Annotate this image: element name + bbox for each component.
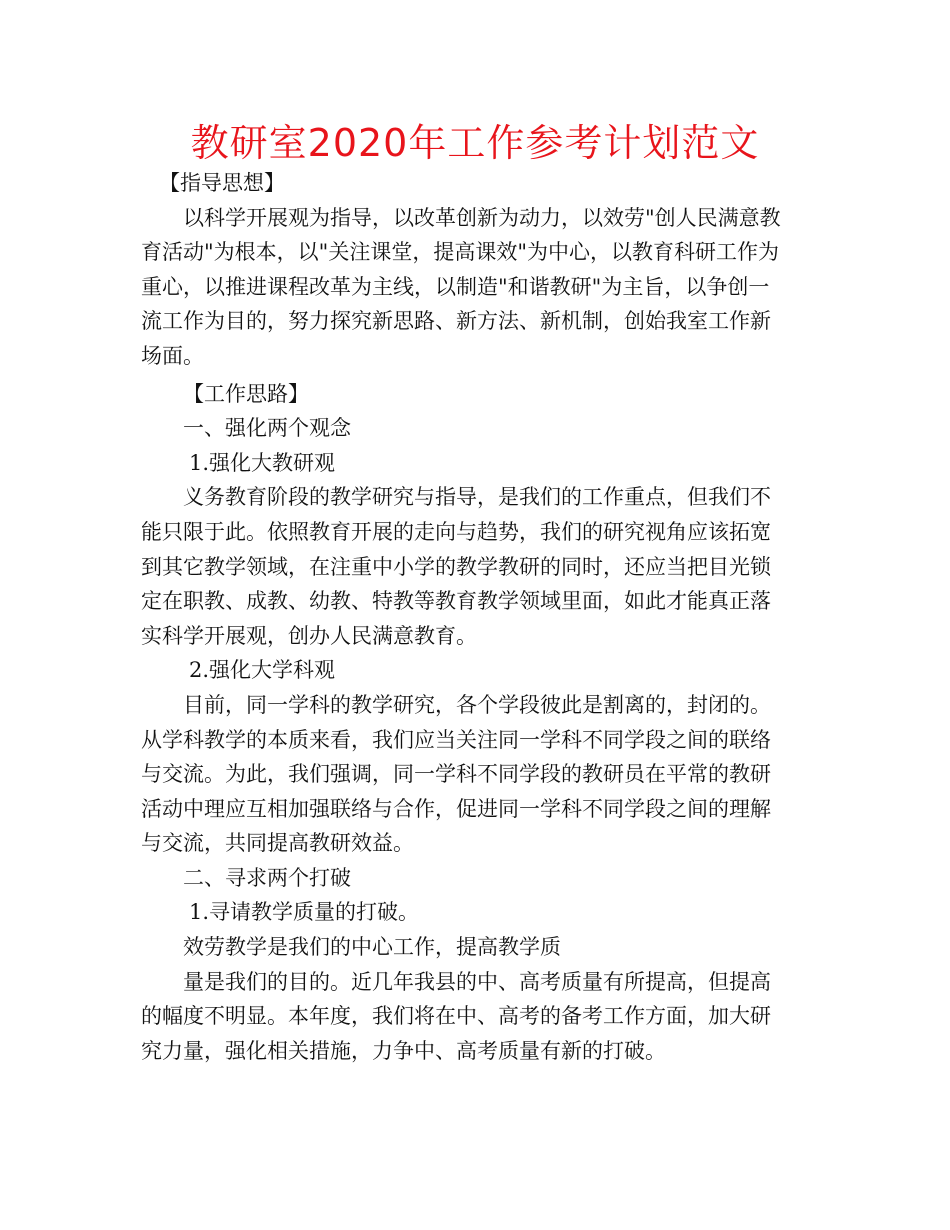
paragraph-line: 效劳教学是我们的中心工作，提高教学质 [183, 935, 561, 960]
document-body [141, 166, 813, 1068]
paragraph-line: 场面。 [141, 343, 204, 368]
subsection-heading: 二、寻求两个打破 [183, 865, 351, 890]
paragraph-line: 义务教育阶段的教学研究与指导，是我们的工作重点，但我们不 [183, 485, 771, 510]
paragraph-line: 的幅度不明显。本年度，我们将在中、高考的备考工作方面，加大研 [141, 1004, 771, 1029]
document-title: 教研室2020年工作参考计划范文 [190, 121, 760, 165]
subsection-heading: 一、强化两个观念 [183, 416, 351, 441]
paragraph-line: 究力量，强化相关措施，力争中、高考质量有新的打破。 [141, 1038, 666, 1063]
paragraph-line: 能只限于此。依照教育开展的走向与趋势，我们的研究视角应该拓宽 [141, 519, 771, 544]
paragraph-line: 育活动"为根本，以"关注课堂，提高课效"为中心，以教育科研工作为 [141, 240, 779, 265]
paragraph-line: 与交流，共同提高教研效益。 [141, 831, 414, 856]
paragraph-line: 与交流。为此，我们强调，同一学科不同学段的教研员在平常的教研 [141, 762, 771, 787]
paragraph-line: 量是我们的目的。近几年我县的中、高考质量有所提高，但提高 [183, 969, 771, 994]
paragraph-line: 实科学开展观，创办人民满意教育。 [141, 623, 477, 648]
paragraph-line: 定在职教、成教、幼教、特教等教育教学领域里面，如此才能真正落 [141, 589, 771, 614]
paragraph-line: 重心，以推进课程改革为主线，以制造"和谐教研"为主旨，以争创一 [141, 274, 770, 299]
item-heading: 2.强化大学科观 [189, 658, 336, 683]
paragraph-line: 流工作为目的，努力探究新思路、新方法、新机制，创始我室工作新 [141, 309, 771, 334]
section-heading-work-ideas: 【工作思路】 [183, 381, 309, 406]
item-heading: 1.寻请教学质量的打破。 [189, 900, 420, 925]
paragraph-line: 从学科教学的本质来看，我们应当关注同一学科不同学段之间的联络 [141, 727, 771, 752]
paragraph-line: 以科学开展观为指导，以改革创新为动力，以效劳"创人民满意教 [183, 205, 781, 230]
paragraph-line: 目前，同一学科的教学研究，各个学段彼此是割离的，封闭的。 [183, 692, 771, 717]
paragraph-line: 到其它教学领域，在注重中小学的教学教研的同时，还应当把目光锁 [141, 554, 771, 579]
section-heading-guiding-ideology: 【指导思想】 [159, 171, 285, 195]
item-heading: 1.强化大教研观 [189, 450, 336, 475]
paragraph-line: 活动中理应互相加强联络与合作，促进同一学科不同学段之间的理解 [141, 796, 771, 821]
